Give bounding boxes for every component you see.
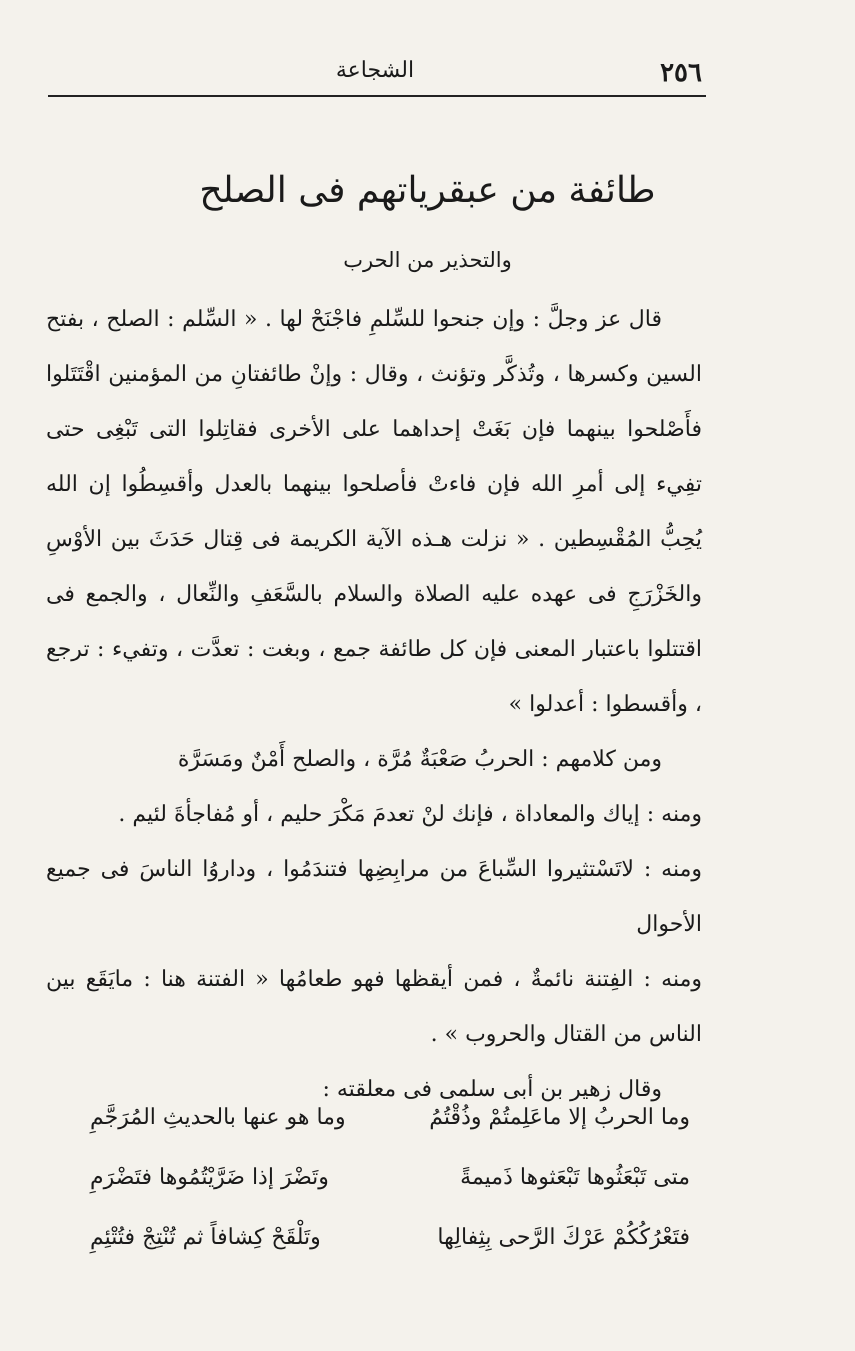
poem-verse [50, 1165, 690, 1225]
poem-hemistich-second: وتَضْرَ إذا ضَرَّيْتُمُوها فتَضْرَمِ [90, 1165, 329, 1190]
paragraph-quran-verse: قال عز وجلَّ : وإن جنحوا للسِّلمِ فاجْنَحْ لها . « السِّلم : الصلح ، بفتح السين وكسرها ، وتُذكَّر وتؤنث ، وقال : وإنْ طائفتانِ من المؤمنين اقْتَتَلوا فأَصْلحوا بينهما فإن بَغَتْ إحداهما على الأخرى فقاتِلوا التى تَبْغِى حتى تفِيء إلى أمرِ الله فإن فاءتْ فأصلحوا بينهما بالعدل وأقسِطُوا إن الله يُحِبُّ المُقْسِطين . « نزلت هـذه الآية الكريمة فى قِتال حَدَثَ بين الأوْسِ والخَزْرَجِ فى عهده عليه الصلاة والسلام بالسَّعَفِ والنِّعال ، والجمع فى اقتتلوا باعتبار المعنى فإن كل طائفة جمع ، وبغت : تعدَّت ، وتفيء : ترجع ، وأقسطوا : أعدلوا » [46, 307, 702, 717]
poem-hemistich-first: فتَعْرُكُكُمْ عَرْكَ الرَّحى بِثِفالِها [437, 1225, 690, 1250]
running-head [48, 58, 702, 92]
running-title: الشجاعة [335, 58, 415, 83]
section-subtitle: والتحذير من الحرب [343, 248, 512, 272]
body-text [46, 292, 702, 1117]
poem-verse [50, 1225, 690, 1285]
header-rule [48, 95, 706, 97]
poem-hemistich-second: وتَلْقَحْ كِشافاً ثم تُنْتِجْ فتُتْئِمِ [90, 1225, 321, 1250]
poem-hemistich-first: وما الحربُ إلا ماعَلِمتُمْ وذُقْتُمُ [429, 1105, 690, 1130]
paragraph-poem-intro: وقال زهير بن أبى سلمى فى معلقته : [322, 1077, 662, 1102]
poem [50, 1105, 690, 1285]
section-title: طائفة من عبقرياتهم فى الصلح [199, 170, 656, 211]
paragraph-saying-fitna: ومنه : الفِتنة نائمةٌ ، فمن أيقظها فهو طعامُها « الفتنة هنا : مايَقَع بين الناس من القتال والحروب » . [46, 967, 702, 1047]
poem-hemistich-first: متى تَبْعَثُوها تَبْعَثوها ذَميمةً [460, 1165, 690, 1190]
page-number: ٢٥٦ [660, 58, 702, 88]
paragraph-saying-beasts: ومنه : لاتَسْتثيروا السِّباعَ من مرابِضِها فتندَمُوا ، وداروُا الناسَ فى جميع الأحوال [46, 857, 702, 937]
paragraph-saying-war: ومن كلامهم : الحربُ صَعْبَةٌ مُرَّة ، والصلح أَمْنٌ ومَسَرَّة [177, 747, 662, 772]
poem-hemistich-second: وما هو عنها بالحديثِ المُرَجَّمِ [90, 1105, 346, 1130]
poem-verse [50, 1105, 690, 1165]
paragraph-saying-enmity: ومنه : إياك والمعاداة ، فإنك لنْ تعدمَ مَكْرَ حليم ، أو مُفاجأةَ لئيم . [118, 802, 702, 827]
